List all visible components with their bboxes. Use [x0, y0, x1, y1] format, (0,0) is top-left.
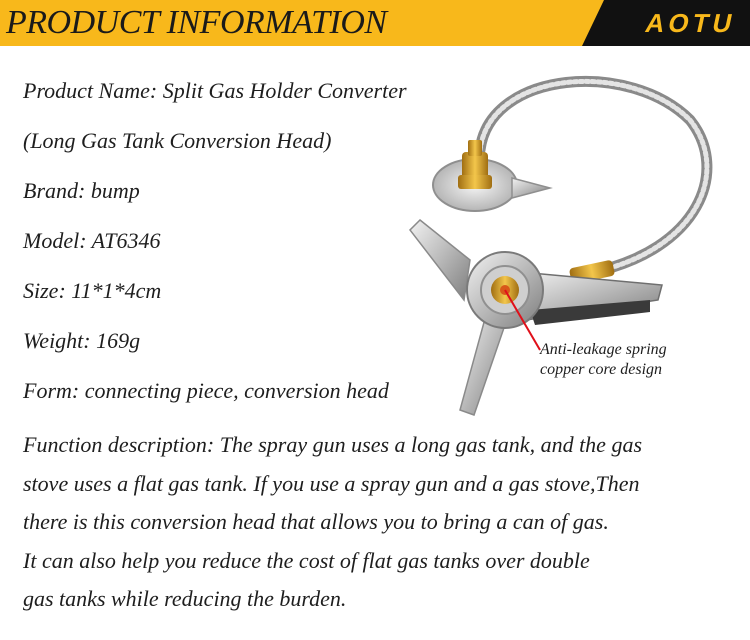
tripod-base — [410, 220, 662, 415]
description-line: It can also help you reduce the cost of flat gas tanks over double — [23, 547, 590, 573]
callout-line-1: Anti-leakage spring — [540, 341, 667, 358]
spec-model: Model: AT6346 — [23, 228, 161, 253]
spec-weight: Weight: 169g — [23, 328, 141, 353]
description-line: there is this conversion head that allows you to bring a can of gas. — [23, 509, 609, 534]
gas-converter-product-image — [400, 60, 730, 440]
description-line: gas tanks while reducing the burden. — [23, 586, 347, 611]
page-title: PRODUCT INFORMATION — [6, 4, 387, 41]
brand-logo: AOTU — [643, 8, 740, 38]
callout-line-2: copper core design — [540, 361, 663, 378]
description-line: stove uses a flat gas tank. If you use a spray gun and a gas stove,Then — [23, 470, 640, 496]
spec-product-name: Product Name: Split Gas Holder Converter — [23, 78, 407, 103]
description-line: Function description: The spray gun uses a long gas tank, and the gas — [23, 432, 643, 457]
feature-callout — [540, 340, 667, 380]
spec-product-alias: (Long Gas Tank Conversion Head) — [23, 128, 332, 153]
header-banner — [0, 0, 750, 46]
spec-brand: Brand: bump — [23, 178, 140, 203]
spec-size: Size: 11*1*4cm — [23, 278, 162, 303]
function-description — [23, 426, 723, 619]
top-connector — [433, 140, 550, 211]
spec-form: Form: connecting piece, conversion head — [23, 378, 389, 403]
